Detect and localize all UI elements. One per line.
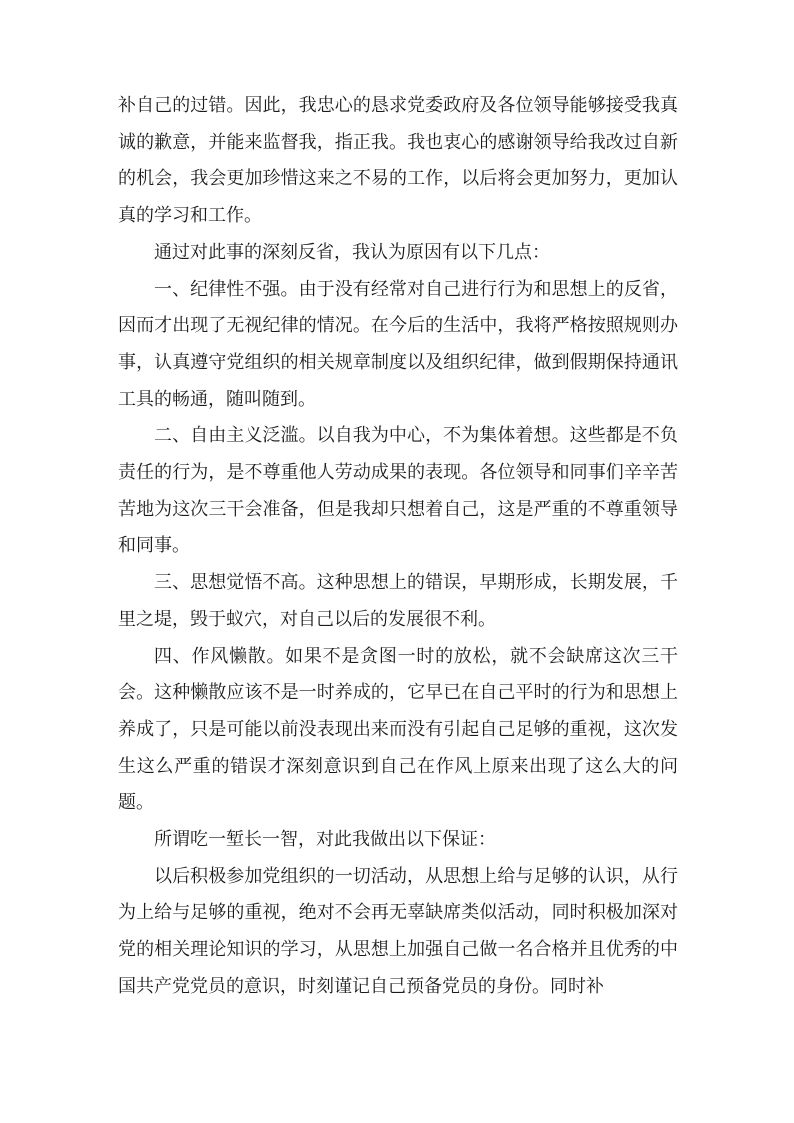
paragraph-point-four: 四、作风懒散。如果不是贪图一时的放松，就不会缺席这次三干会。这种懒散应该不是一时养成的，它早已在自己平时的行为和思想上养成了，只是可能以前没表现出来而没有引起自己足够的重视，这次发生这么严重的错误才深刻意识到自己在作风上原来出现了这么大的问题。 xyxy=(118,645,678,814)
paragraph-point-two: 二、自由主义泛滥。以自我为中心，不为集体着想。这些都是不负责任的行为，是不尊重他人劳动成果的表现。各位领导和同事们辛辛苦苦地为这次三干会准备，但是我却只想着自己，这是严重的不尊重领导和同事。 xyxy=(118,425,678,557)
paragraph-pledge-intro: 所谓吃一堑长一智，对此我做出以下保证： xyxy=(154,829,496,851)
paragraph-pledge: 以后积极参加党组织的一切活动，从思想上给与足够的认识，从行为上给与足够的重视，绝对不会再无辜缺席类似活动，同时积极加深对党的相关理论知识的学习，从思想上加强自己做一名合格并且优秀的中国共产党党员的意识，时刻谨记自己预备党员的身份。同时补 xyxy=(118,865,678,997)
document-body xyxy=(118,88,678,1006)
paragraph-point-one: 一、纪律性不强。由于没有经常对自己进行行为和思想上的反省，因而才出现了无视纪律的情况。在今后的生活中，我将严格按照规则办事，认真遵守党组织的相关规章制度以及组织纪律，做到假期保持通讯工具的畅通，随叫随到。 xyxy=(118,278,678,410)
paragraph-continuation: 补自己的过错。因此，我忠心的恳求党委政府及各位领导能够接受我真诚的歉意，并能来监督我，指正我。我也衷心的感谢领导给我改过自新的机会，我会更加珍惜这来之不易的工作，以后将会更加努力，更加认真的学习和工作。 xyxy=(118,95,678,227)
paragraph-reflection-intro: 通过对此事的深刻反省，我认为原因有以下几点： xyxy=(154,241,550,263)
paragraph-point-three: 三、思想觉悟不高。这种思想上的错误，早期形成，长期发展，千里之堤，毁于蚁穴，对自己以后的发展很不利。 xyxy=(118,572,678,630)
